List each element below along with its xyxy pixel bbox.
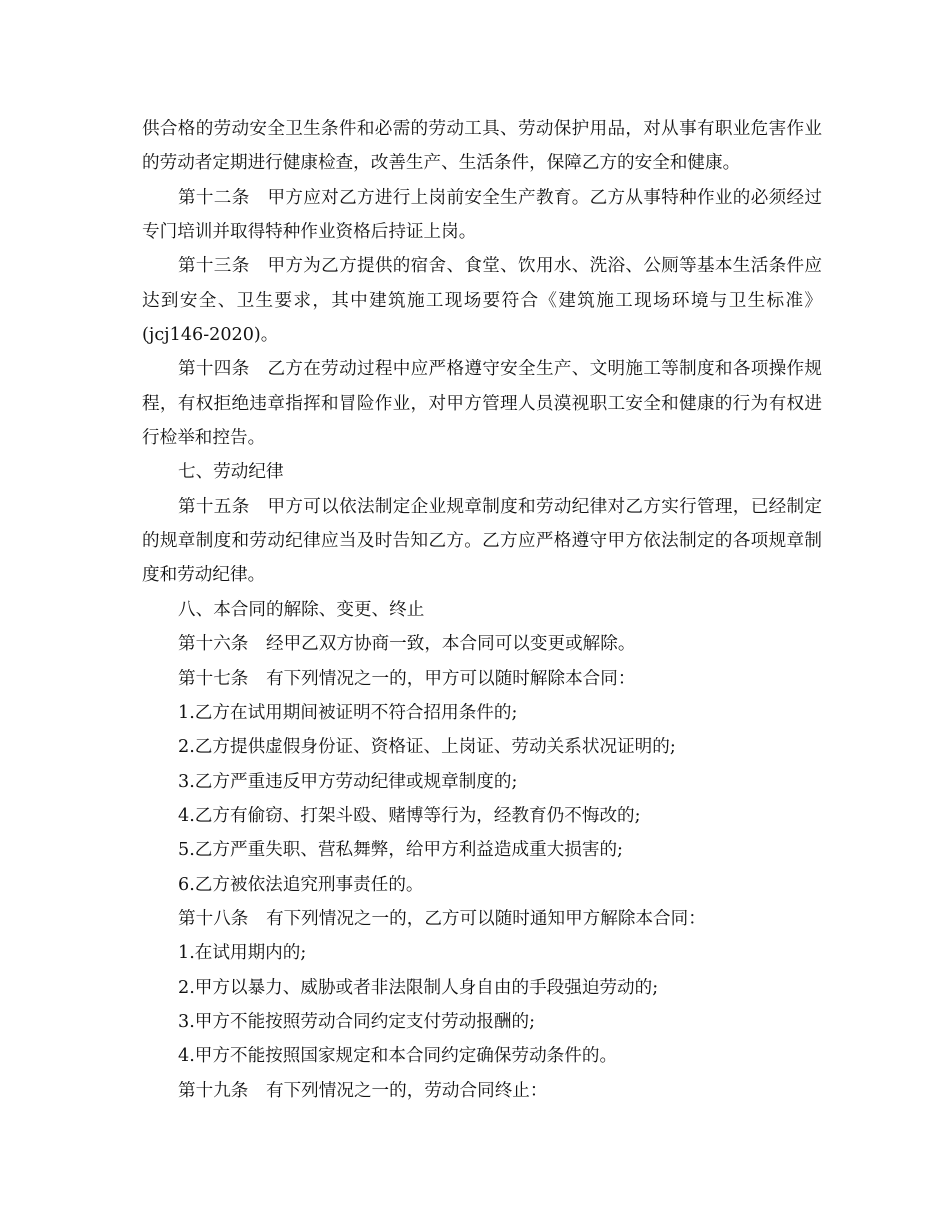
article-17-item-2: 2.乙方提供虚假身份证、资格证、上岗证、劳动关系状况证明的; [178, 737, 676, 758]
article-15: 第十五条 甲方可以依法制定企业规章制度和劳动纪律对乙方实行管理，已经制定的规章制度和劳动纪律应当及时告知乙方。乙方应严格遵守甲方依法制定的各项规章制度和劳动纪律。 [142, 496, 822, 586]
article-17: 第十七条 有下列情况之一的，甲方可以随时解除本合同： [178, 668, 636, 689]
article-14: 第十四条 乙方在劳动过程中应严格遵守安全生产、文明施工等制度和各项操作规程，有权拒绝违章指挥和冒险作业，对甲方管理人员漠视职工安全和健康的行为有权进行检举和控告。 [142, 359, 822, 449]
article-19: 第十九条 有下列情况之一的，劳动合同终止： [178, 1080, 548, 1101]
paragraph-continuation: 供合格的劳动安全卫生条件和必需的劳动工具、劳动保护用品，对从事有职业危害作业的劳动者定期进行健康检查，改善生产、生活条件，保障乙方的安全和健康。 [142, 119, 822, 174]
section-heading-labor-discipline: 七、劳动纪律 [178, 462, 284, 483]
article-18-item-4: 4.甲方不能按照国家规定和本合同约定确保劳动条件的。 [178, 1046, 618, 1067]
article-17-item-6: 6.乙方被依法追究刑事责任的。 [178, 874, 424, 895]
article-17-item-5: 5.乙方严重失职、营私舞弊，给甲方利益造成重大损害的; [178, 840, 623, 861]
article-13: 第十三条 甲方为乙方提供的宿舍、食堂、饮用水、洗浴、公厕等基本生活条件应达到安全、卫生要求，其中建筑施工现场要符合《建筑施工现场环境与卫生标准》(jcj146-2020)。 [142, 256, 822, 346]
article-18: 第十八条 有下列情况之一的，乙方可以随时通知甲方解除本合同： [178, 908, 706, 929]
article-18-item-2: 2.甲方以暴力、威胁或者非法限制人身自由的手段强迫劳动的; [178, 977, 659, 998]
article-18-item-1: 1.在试用期内的; [178, 943, 307, 964]
article-17-item-4: 4.乙方有偷窃、打架斗殴、赌博等行为，经教育仍不悔改的; [178, 805, 641, 826]
article-17-item-1: 1.乙方在试用期间被证明不符合招用条件的; [178, 702, 518, 723]
article-17-item-3: 3.乙方严重违反甲方劳动纪律或规章制度的; [178, 771, 518, 792]
section-heading-termination: 八、本合同的解除、变更、终止 [178, 599, 425, 620]
article-12: 第十二条 甲方应对乙方进行上岗前安全生产教育。乙方从事特种作业的必须经过专门培训并取得特种作业资格后持证上岗。 [142, 187, 822, 243]
article-16: 第十六条 经甲乙双方协商一致，本合同可以变更或解除。 [178, 634, 636, 655]
article-18-item-3: 3.甲方不能按照劳动合同约定支付劳动报酬的; [178, 1011, 535, 1032]
document-body [142, 112, 822, 1108]
